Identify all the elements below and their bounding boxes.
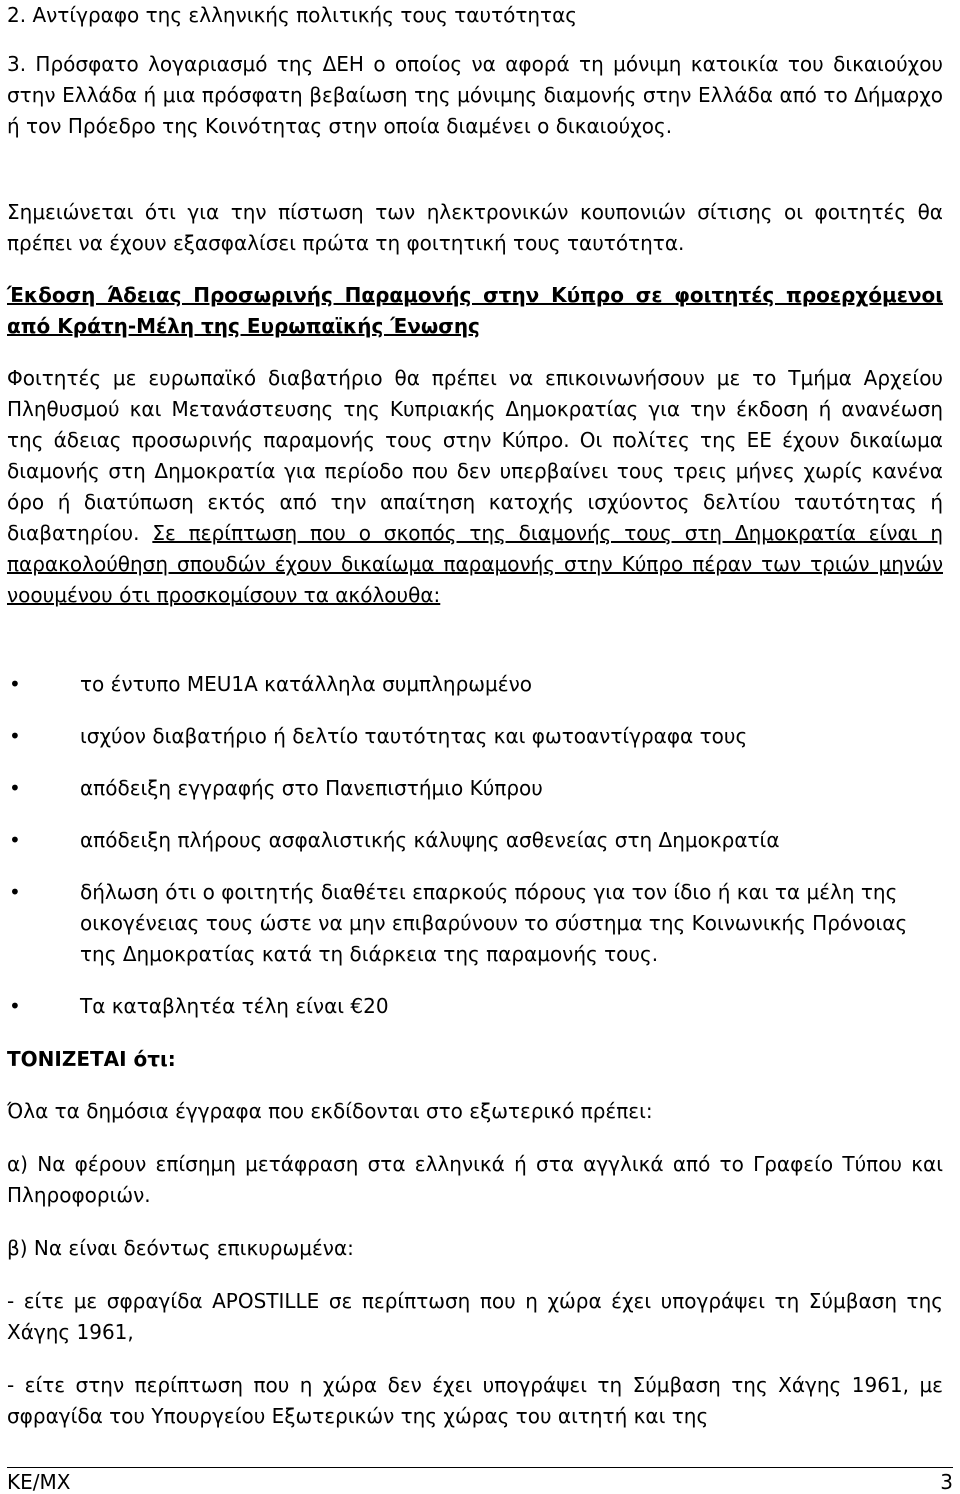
dash-item-1: - είτε με σφραγίδα APOSTILLE σε περίπτωση που η χώρα έχει υπογράψει τη Σύμβαση της Χάγης 1961, bbox=[7, 1289, 943, 1344]
list-item: • ισχύον διαβατήριο ή δελτίο ταυτότητας και φωτοαντίγραφα τους bbox=[7, 721, 943, 752]
section-heading: Έκδοση Άδειας Προσωρινής Παραμονής στην Κύπρο σε φοιτητές προερχόμενοι από Κράτη-Μέλη της Ευρωπαϊκής Ένωσης bbox=[7, 283, 943, 338]
main-paragraph bbox=[7, 363, 943, 611]
requirements-list bbox=[7, 669, 943, 1022]
bullet-icon: • bbox=[9, 776, 21, 800]
dash-item-2: - είτε στην περίπτωση που η χώρα δεν έχει υπογράψει τη Σύμβαση της Χάγης 1961, με σφραγίδα του Υπουργείου Εξωτερικών της χώρας του αιτητή και της bbox=[7, 1373, 943, 1428]
list-item: • Τα καταβλητέα τέλη είναι €20 bbox=[7, 991, 943, 1022]
main-paragraph-text: Φοιτητές με ευρωπαϊκό διαβατήριο θα πρέπει να επικοινωνήσουν με το Τμήμα Αρχείου Πληθυσμού και Μετανάστευσης της Κυπριακής Δημοκρατίας για την έκδοση ή ανανέωση της άδειας προσωρινής παραμονής τους στην Κύπρο. Οι πολίτες της ΕΕ έχουν δικαίωμα διαμονής στη Δημοκρατία για περίοδο που δεν υπερβαίνει τους τρεις μήνες χωρίς κανένα όρο ή διατύπωση εκτός από την απαίτηση κατοχής ισχύοντος δελτίου ταυτότητας ή διαβατηρίου. bbox=[7, 366, 943, 545]
docs-intro: Όλα τα δημόσια έγγραφα που εκδίδονται στο εξωτερικό πρέπει: bbox=[7, 1099, 653, 1123]
bullet-icon: • bbox=[9, 724, 21, 748]
page-number: 3 bbox=[940, 1470, 953, 1494]
footer-code: ΚΕ/ΜΧ bbox=[7, 1470, 71, 1494]
emphasis-heading: ΤΟΝΙΖΕΤΑΙ ότι: bbox=[7, 1047, 176, 1071]
point-a: α) Να φέρουν επίσημη μετάφραση στα ελληνικά ή στα αγγλικά από το Γραφείο Τύπου και Πληροφοριών. bbox=[7, 1152, 943, 1207]
list-item: • απόδειξη πλήρους ασφαλιστικής κάλυψης ασθενείας στη Δημοκρατία bbox=[7, 825, 943, 856]
list-item-3: 3. Πρόσφατο λογαριασμό της ΔΕΗ ο οποίος να αφορά τη μόνιμη κατοικία του δικαιούχου στην Ελλάδα ή μια πρόσφατη βεβαίωση της μόνιμης διαμονής στην Ελλάδα από το Δήμαρχο ή τον Πρόεδρο της Κοινότητας στην οποία διαμένει ο δικαιούχος. bbox=[7, 52, 943, 138]
main-paragraph-underlined: Σε περίπτωση που ο σκοπός της διαμονής τους στη Δημοκρατία είναι η παρακολούθηση σπουδών έχουν δικαίωμα παραμονής στην Κύπρο πέραν των τριών μηνών νοουμένου ότι προσκομίσουν τα ακόλουθα: bbox=[7, 521, 943, 607]
bullet-icon: • bbox=[9, 994, 21, 1018]
list-item-2: 2. Αντίγραφο της ελληνικής πολιτικής τους ταυτότητας bbox=[7, 3, 578, 27]
bullet-icon: • bbox=[9, 828, 21, 852]
list-item: • δήλωση ότι ο φοιτητής διαθέτει επαρκούς πόρους για τον ίδιο ή και τα μέλη της οικογένειας τους ώστε να μην επιβαρύνουν το σύστημα της Κοινωνικής Πρόνοιας της Δημοκρατίας κατά τη διάρκεια της παραμονής τους. bbox=[7, 877, 943, 970]
page-footer bbox=[7, 1467, 953, 1494]
point-b: β) Να είναι δεόντως επικυρωμένα: bbox=[7, 1236, 354, 1260]
list-item: • απόδειξη εγγραφής στο Πανεπιστήμιο Κύπρου bbox=[7, 773, 943, 804]
bullet-icon: • bbox=[9, 672, 21, 696]
bullet-icon: • bbox=[9, 880, 21, 904]
note-paragraph: Σημειώνεται ότι για την πίστωση των ηλεκτρονικών κουπονιών σίτισης οι φοιτητές θα πρέπει να έχουν εξασφαλίσει πρώτα τη φοιτητική τους ταυτότητα. bbox=[7, 200, 943, 255]
list-item: • το έντυπο MEU1A κατάλληλα συμπληρωμένο bbox=[7, 669, 943, 700]
